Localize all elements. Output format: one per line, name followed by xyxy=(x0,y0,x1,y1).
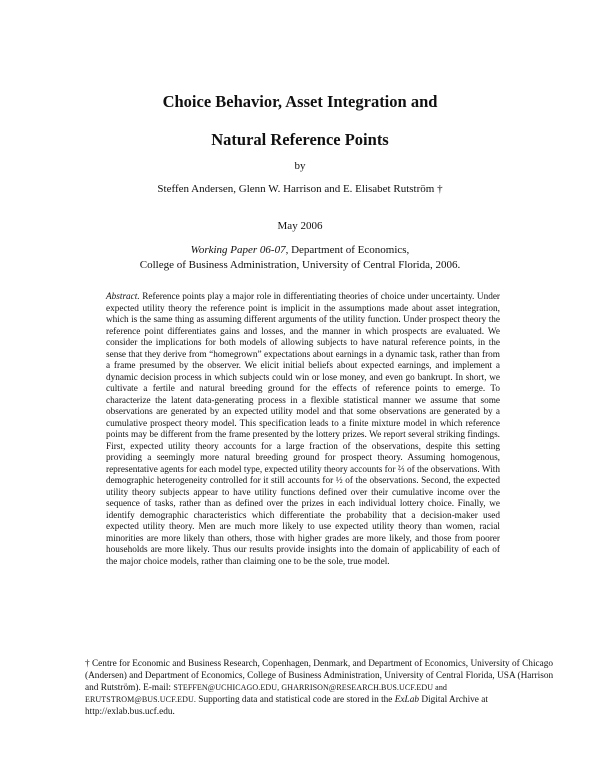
footnote-affiliations: † Centre for Economic and Business Research, Copenhagen, Denmark, and Department of Economics, University of Chicago (Andersen) and Department of Economics, College of Business Administration, University of Central Florida, USA (Harrison and Rutström). E-mail: xyxy=(85,659,554,693)
footnote-archive-text: Supporting data and statistical code are stored in the xyxy=(195,695,395,705)
abstract-text: Reference points play a major role in differentiating theories of choice under uncertainty. Under expected utility theory the reference point is implicit in the assumptions made about asset integration, which is the same thing as assuming different arguments of the utility function. Under prospect theory the reference point differentiates gains and losses, and the manner in which prospects are evaluated. We consider the implications for both models of allowing subjects to have natural reference points, in the sense that they derive from “homegrown” expectations about earnings in a dynamic task, rather than from a frame presumed by the observer. We elicit initial beliefs about expected earnings, and implement a dynamic decision process in which subjects could win or lose money, and even go bankrupt. In short, we cultivate a fertile and natural breeding ground for the effects of reference points to emerge. To characterize the latent data-generating process in a flexible statistical manner we assume that some observations are generated by an expected utility model and that some observations are generated by a cumulative prospect theory model. This specification leads to a finite mixture model in which reference points may be different from the frame presented by the lottery prizes. We report several striking findings. First, expected utility theory accounts for a large fraction of the observations, despite this setting providing a seemingly more natural breeding ground for prospect theory. Assuming homogenous, representative agents for each model type, expected utility theory accounts for ⅔ of the observations. With demographic heterogeneity controlled for it still accounts for ½ of the observations. Second, the expected utility theory subjects appear to have utility functions defined over their cumulative income over the sequence of tasks, rather than as defined over the prizes in each individual lottery choice. Finally, we identify demographic characteristics which differentiate the probability that a decision-maker used expected utility theory. Men are much more likely to use expected utility theory than women, racial minorities are more likely than others, those with higher grades are more likely, and those from poorer households are more likely. Thus our results provide insights into the domain of applicability of each of the major choice models, rather than claiming one to be the sole, true model. xyxy=(106,292,501,567)
working-paper-line xyxy=(0,243,600,258)
working-paper-department: , Department of Economics, xyxy=(285,244,410,256)
footnote-emails: STEFFEN@UCHICAGO.EDU, GHARRISON@RESEARCH.BUS.UCF.EDU and ERUTSTROM@BUS.UCF.EDU. xyxy=(85,683,448,704)
paper-title-line-1: Choice Behavior, Asset Integration and xyxy=(162,92,438,111)
affiliation: College of Business Administration, University of Central Florida, 2006. xyxy=(139,259,461,271)
working-paper-label: Working Paper 06-07 xyxy=(190,244,286,256)
publication-date: May 2006 xyxy=(277,220,323,232)
abstract-label: Abstract. xyxy=(106,292,140,302)
working-paper-info xyxy=(0,243,600,273)
paper-title-line-2: Natural Reference Points xyxy=(211,130,389,149)
author-footnote xyxy=(85,658,555,718)
footnote-exlab: ExLab xyxy=(394,695,420,705)
footnote-archive-url: Digital Archive at http://exlab.bus.ucf.edu. xyxy=(85,695,488,717)
abstract xyxy=(106,292,500,568)
by-line: by xyxy=(294,160,306,172)
authors: Steffen Andersen, Glenn W. Harrison and E. Elisabet Rutström † xyxy=(157,183,443,195)
